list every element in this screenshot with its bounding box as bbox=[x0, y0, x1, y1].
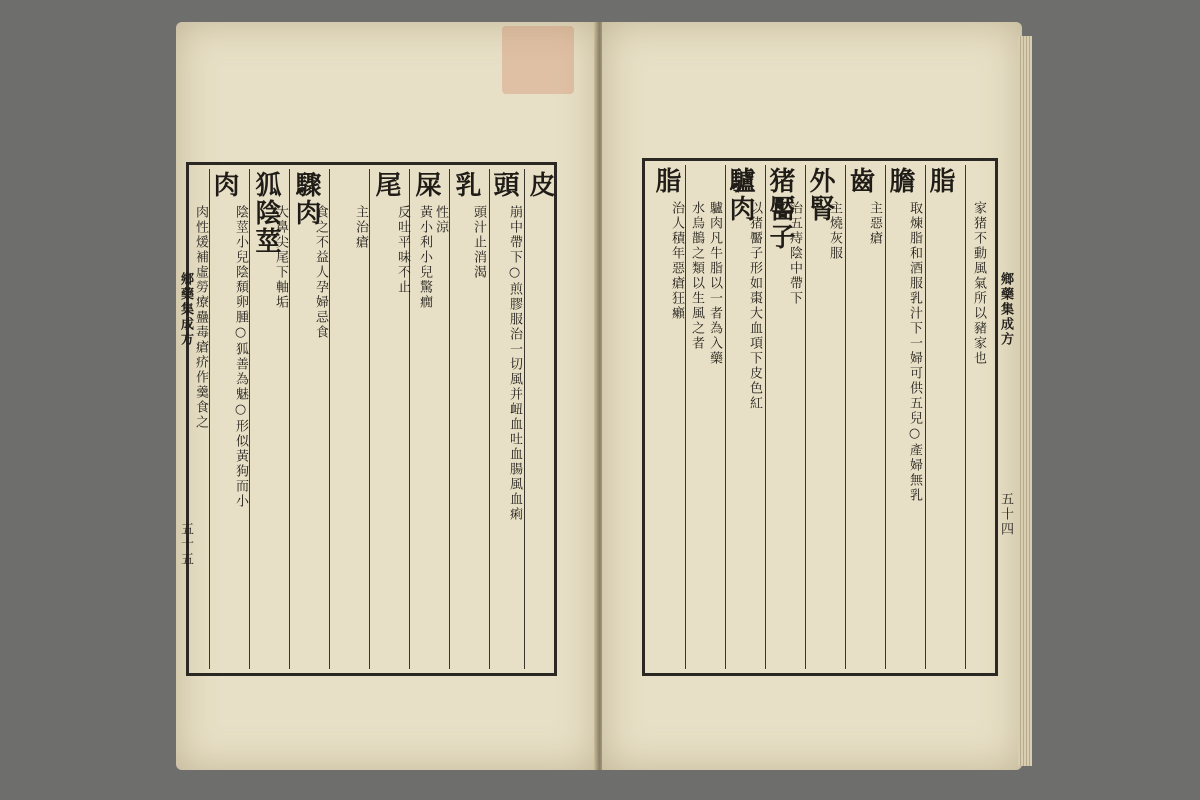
headword: 屎 bbox=[411, 171, 441, 199]
entry-text: 驢肉凡牛脂以一者為入藥 bbox=[707, 201, 722, 366]
entry-text: 主燒灰服 bbox=[827, 201, 842, 261]
entry-text: 以猪靨子形如棗大血項下皮色紅 bbox=[747, 201, 762, 411]
entry-text: 肉性煖補虛勞療蠱毒瘡疥作羹食之 bbox=[193, 205, 208, 430]
entry-text: 主惡瘡 bbox=[867, 201, 882, 246]
page-number: 五十五 bbox=[178, 522, 193, 567]
entry-text: 主治瘡 bbox=[353, 205, 368, 250]
book-spread bbox=[176, 22, 1028, 774]
entry-text: 頭汁止消渴 bbox=[471, 205, 486, 280]
headword: 尾 bbox=[371, 171, 401, 199]
page-edges bbox=[1018, 36, 1032, 766]
entry-text: 取煉脂和酒服乳汁下一婦可供五兒○產婦無乳 bbox=[907, 201, 922, 503]
headword: 頭 bbox=[489, 171, 519, 199]
margin-title: 鄉藥集成方 bbox=[998, 272, 1013, 347]
headword: 乳 bbox=[451, 171, 481, 199]
headword: 驟肉 bbox=[291, 171, 321, 227]
entry-text: 反吐平味不止 bbox=[395, 205, 410, 295]
headword: 肉 bbox=[209, 171, 239, 199]
entry-text: 食之不益人孕婦忌食 bbox=[313, 205, 328, 340]
headword: 外腎 bbox=[805, 167, 835, 223]
headword: 脂 bbox=[651, 167, 681, 195]
entry-text: 陰莖小兒陰頹卵腫○狐善為魅○形似黃狗而小 bbox=[233, 205, 248, 509]
headword: 齒 bbox=[845, 167, 875, 195]
entry-text: 治人積年惡瘡狂癩 bbox=[669, 201, 684, 321]
left-text-frame bbox=[186, 162, 557, 676]
headword: 狐陰莖 bbox=[251, 171, 281, 255]
entry-text: 水烏鵲之類以生風之者 bbox=[689, 201, 704, 351]
entry-text: 黃小利小兒驚癇 bbox=[417, 205, 432, 310]
entry-text: 性涼 bbox=[433, 205, 448, 235]
headword: 皮 bbox=[525, 171, 555, 199]
library-seal bbox=[502, 26, 574, 94]
entry-text: 大鼻尖尾下軸垢 bbox=[273, 205, 288, 310]
headword: 猪靨子 bbox=[765, 167, 795, 251]
page-number: 五十四 bbox=[998, 492, 1013, 537]
headword: 脂 bbox=[925, 167, 955, 195]
right-text-frame bbox=[642, 158, 998, 676]
headword: 驢肉 bbox=[725, 167, 755, 223]
entry-text: 治五痔陰中帶下 bbox=[787, 201, 802, 306]
left-page bbox=[176, 22, 598, 770]
entry-text: 崩中帶下○煎膠服治一切風并衄血吐血腸風血痢 bbox=[507, 205, 522, 522]
right-page bbox=[602, 22, 1022, 770]
entry-text: 家猪不動風氣所以豬家也 bbox=[971, 201, 986, 366]
headword: 膽 bbox=[885, 167, 915, 195]
margin-title: 鄉藥集成方 bbox=[178, 272, 193, 347]
